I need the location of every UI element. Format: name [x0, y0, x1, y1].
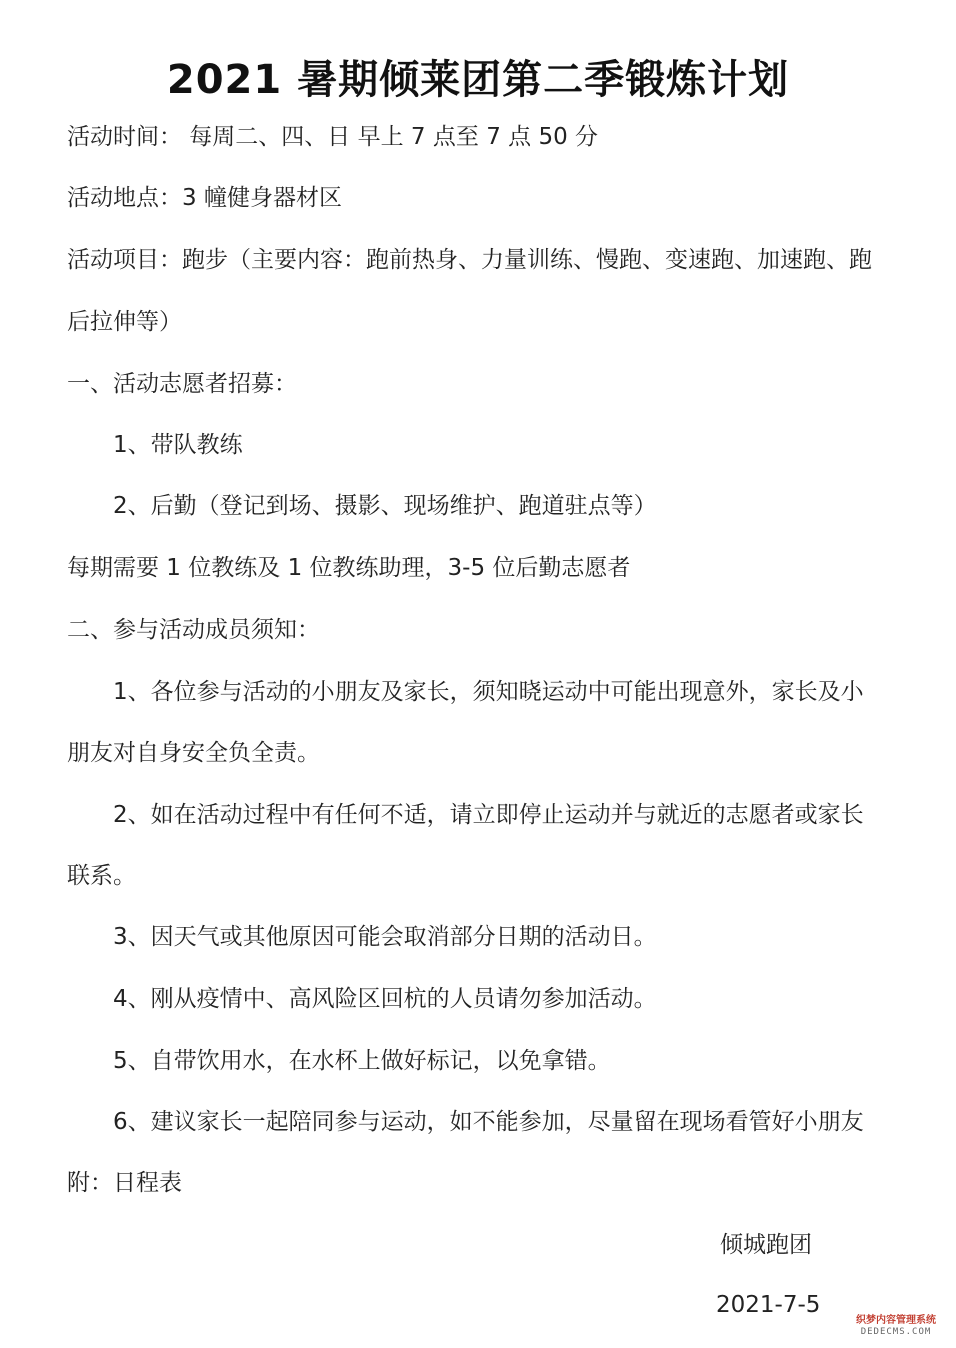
- document-title: 2021 暑期倾莱团第二季锻炼计划: [166, 57, 790, 103]
- activity-time: 活动时间： 每周二、四、日 早上 7 点至 7 点 50 分: [67, 124, 599, 150]
- signature-org: 倾城跑团: [720, 1232, 812, 1258]
- section1-item-coach: 1、带队教练: [113, 432, 243, 458]
- section2-item1-line1: 1、各位参与活动的小朋友及家长，须知晓运动中可能出现意外，家长及小: [113, 679, 864, 705]
- signature-date: 2021-7-5: [716, 1292, 821, 1318]
- appendix-schedule: 附：日程表: [67, 1170, 182, 1196]
- activity-project-line2: 后拉伸等）: [67, 309, 182, 335]
- section2-item2-line2: 联系。: [67, 863, 136, 889]
- section1-heading: 一、活动志愿者招募：: [67, 371, 297, 397]
- section2-item1-line2: 朋友对自身安全负全责。: [67, 740, 320, 766]
- section2-item4: 4、刚从疫情中、高风险区回杭的人员请勿参加活动。: [113, 986, 657, 1012]
- section2-item3: 3、因天气或其他原因可能会取消部分日期的活动日。: [113, 924, 657, 950]
- section2-heading: 二、参与活动成员须知：: [67, 617, 320, 643]
- watermark-line1: 织梦内容管理系统: [856, 1315, 936, 1326]
- section1-note: 每期需要 1 位教练及 1 位教练助理，3-5 位后勤志愿者: [67, 555, 631, 581]
- section2-item6: 6、建议家长一起陪同参与运动，如不能参加，尽量留在现场看管好小朋友: [113, 1109, 864, 1135]
- activity-place: 活动地点：3 幢健身器材区: [67, 185, 342, 211]
- activity-project-line1: 活动项目：跑步（主要内容：跑前热身、力量训练、慢跑、变速跑、加速跑、跑: [67, 247, 872, 273]
- watermark-logo: [842, 1313, 950, 1340]
- section2-item5: 5、自带饮用水，在水杯上做好标记，以免拿错。: [113, 1048, 611, 1074]
- section1-item-logistics: 2、后勤（登记到场、摄影、现场维护、跑道驻点等）: [113, 493, 657, 519]
- watermark-line2: DEDECMS.COM: [860, 1327, 932, 1337]
- section2-item2-line1: 2、如在活动过程中有任何不适，请立即停止运动并与就近的志愿者或家长: [113, 802, 864, 828]
